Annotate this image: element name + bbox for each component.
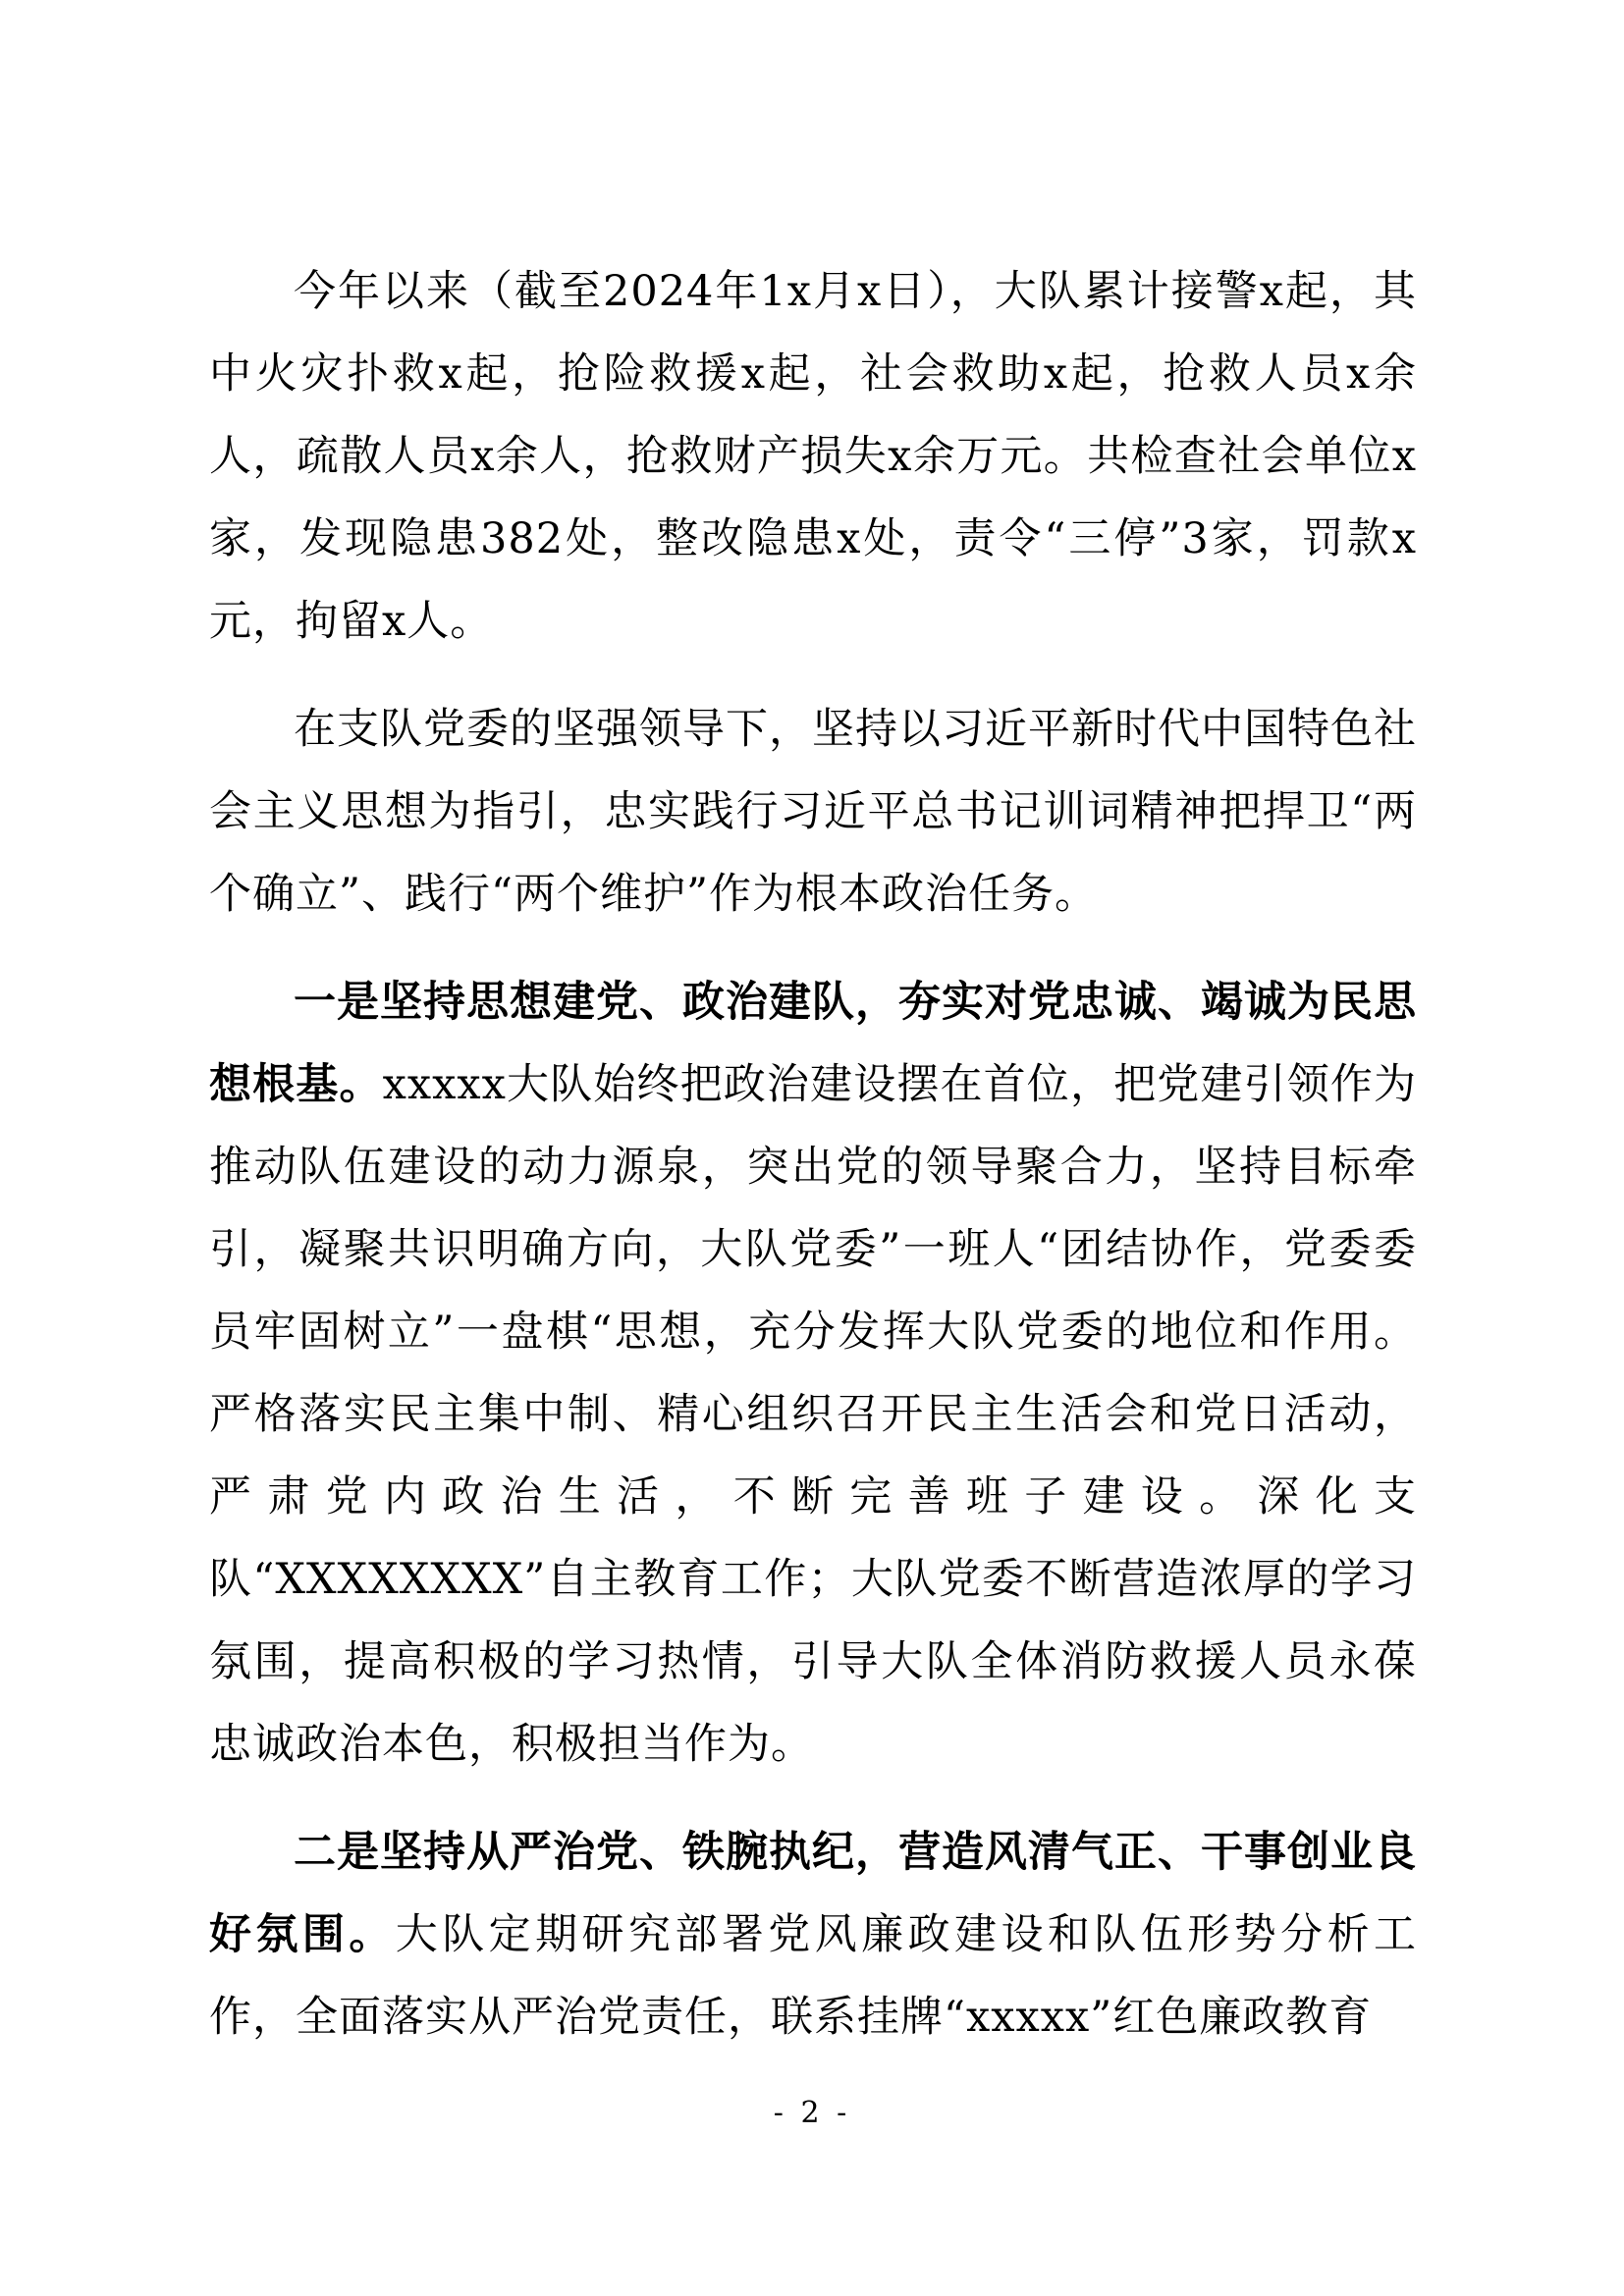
paragraph-point-one	[209, 961, 1417, 1786]
paragraph-lead: 二是坚持从严治党、铁腕执纪，营造风清气正、干事创业良好氛围。	[209, 1828, 1417, 1959]
paragraph-body: 在支队党委的坚强领导下，坚持以习近平新时代中国特色社会主义思想为指引，忠实践行习近平总书记训词精神把捍卫“两个确立”、践行“两个维护”作为根本政治任务。	[209, 705, 1417, 919]
page-number: - 2 -	[773, 2096, 851, 2130]
paragraph-body: 大队定期研究部署党风廉政建设和队伍形势分析工作，全面落实从严治党责任，联系挂牌“xxxxx”红色廉政教育	[209, 1910, 1418, 2042]
paragraph-stats	[209, 250, 1417, 663]
body-text	[209, 250, 1417, 2084]
paragraph-body: xxxxx大队始终把政治建设摆在首位，把党建引领作为推动队伍建设的动力源泉，突出党的领导聚合力，坚持目标牵引，凝聚共识明确方向，大队党委”一班人“团结协作，党委委员牢固树立”一盘棋“思想，充分发挥大队党委的地位和作用。严格落实民主集中制、精心组织召开民主生活会和党日活动，严肃党内政治生活，不断完善班子建设。深化支队“XXXXXXXX”自主教育工作；大队党委不断营造浓厚的学习氛围，提高积极的学习热情，引导大队全体消防救援人员永葆忠诚政治本色，积极担当作为。	[209, 1060, 1417, 1769]
paragraph-lead: 一是坚持思想建党、政治建队，夯实对党忠诚、竭诚为民思想根基。	[209, 978, 1417, 1109]
paragraph-point-two	[209, 1811, 1417, 2058]
paragraph-body: 今年以来（截至2024年1x月x日），大队累计接警x起，其中火灾扑救x起，抢险救援x起，社会救助x起，抢救人员x余人，疏散人员x余人，抢救财产损失x余万元。共检查社会单位x家，发现隐患382处，整改隐患x处，责令“三停”3家，罚款x元，拘留x人。	[209, 267, 1417, 646]
paragraph-leadership	[209, 688, 1417, 935]
